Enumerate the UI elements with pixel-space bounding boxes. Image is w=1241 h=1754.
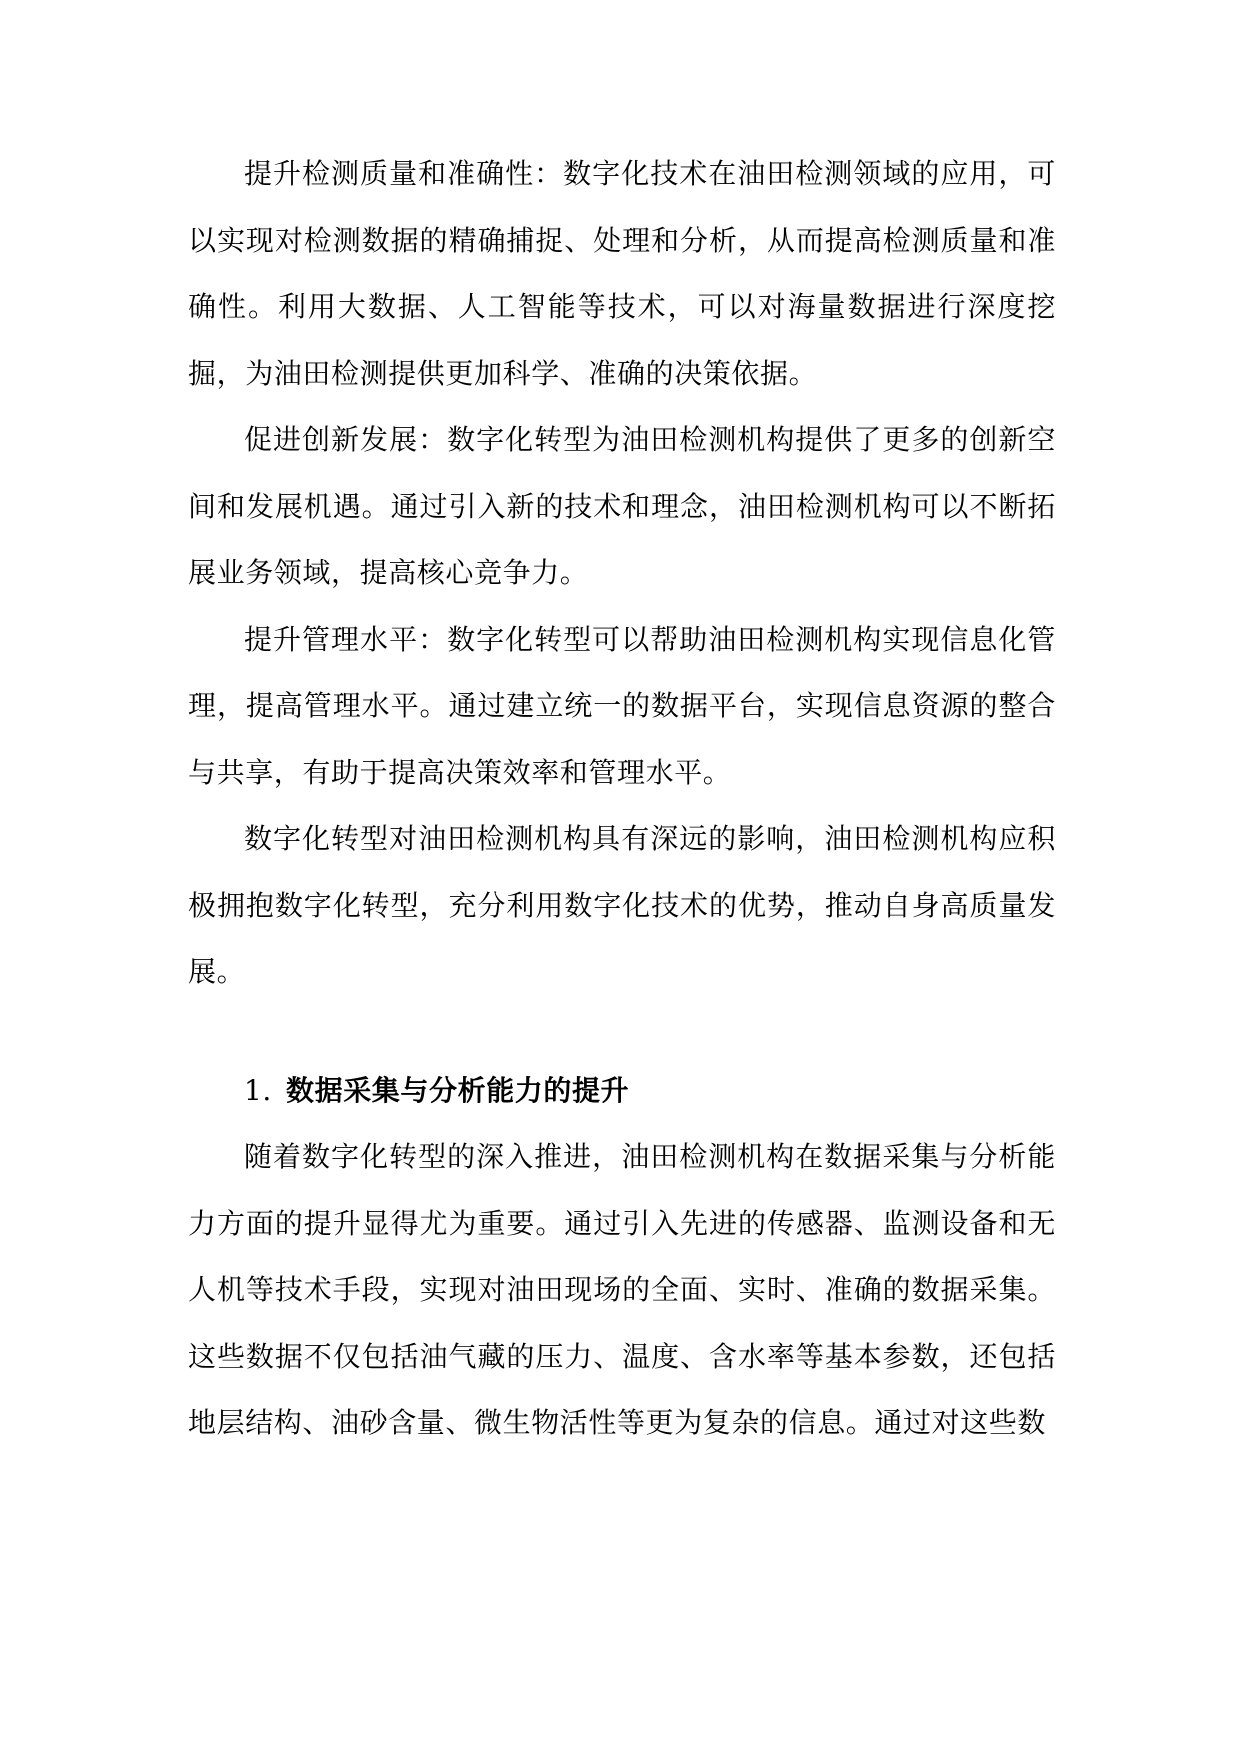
paragraph-innovation: 促进创新发展：数字化转型为油田检测机构提供了更多的创新空间和发展机遇。通过引入新的技术和理念，油田检测机构可以不断拓展业务领域，提高核心竞争力。 [188, 423, 1056, 589]
section-heading [188, 1058, 1056, 1125]
paragraph-management: 提升管理水平：数字化转型可以帮助油田检测机构实现信息化管理，提高管理水平。通过建立统一的数据平台，实现信息资源的整合与共享，有助于提高决策效率和管理水平。 [188, 622, 1056, 789]
paragraph-data-collection: 随着数字化转型的深入推进，油田检测机构在数据采集与分析能力方面的提升显得尤为重要。通过引入先进的传感器、监测设备和无人机等技术手段，实现对油田现场的全面、实时、准确的数据采集。这些数据不仅包括油气藏的压力、温度、含水率等基本参数，还包括地层结构、油砂含量、微生物活性等更为复杂的信息。通过对这些数 [188, 1140, 1056, 1439]
section-title: 数据采集与分析能力的提升 [286, 1073, 630, 1107]
paragraph-conclusion: 数字化转型对油田检测机构具有深远的影响，油田检测机构应积极拥抱数字化转型，充分利用数字化技术的优势，推动自身高质量发展。 [188, 822, 1056, 988]
section-number: 1. [244, 1073, 272, 1107]
document-page [188, 141, 1056, 1457]
paragraph-detection-quality: 提升检测质量和准确性：数字化技术在油田检测领域的应用，可以实现对检测数据的精确捕捉、处理和分析，从而提高检测质量和准确性。利用大数据、人工智能等技术，可以对海量数据进行深度挖掘，为油田检测提供更加科学、准确的决策依据。 [188, 157, 1056, 390]
